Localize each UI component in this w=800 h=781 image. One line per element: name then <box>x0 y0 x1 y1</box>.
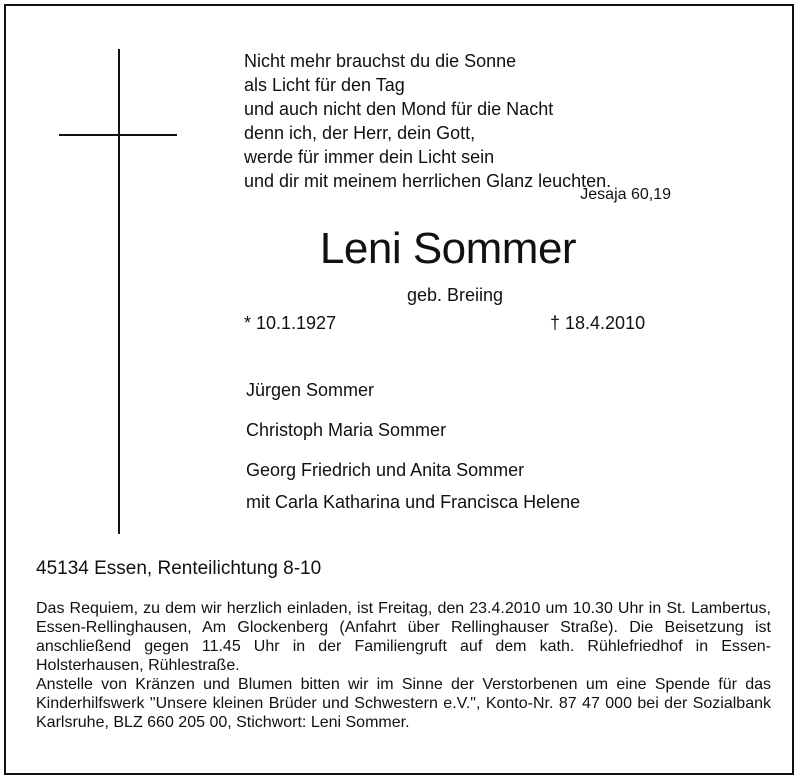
verse-source: Jesaja 60,19 <box>580 186 671 203</box>
birth-date: * 10.1.1927 <box>244 313 337 333</box>
verse-line: und dir mit meinem herrlichen Glanz leuchten. <box>244 171 612 191</box>
verse-line: als Licht für den Tag <box>244 75 405 95</box>
verse-line: und auch nicht den Mond für die Nacht <box>244 99 554 119</box>
verse-line: denn ich, der Herr, dein Gott, <box>244 123 476 143</box>
survivor-name: Christoph Maria Sommer <box>246 420 447 440</box>
family-address: 45134 Essen, Renteilichtung 8-10 <box>36 558 322 579</box>
survivor-name: Georg Friedrich und Anita Sommer <box>246 460 525 480</box>
survivor-name: mit Carla Katharina und Francisca Helene <box>246 492 581 512</box>
survivors-list <box>246 380 580 513</box>
bible-verse <box>244 49 611 193</box>
maiden-name: geb. Breiing <box>406 285 504 305</box>
verse-line: Nicht mehr brauchst du die Sonne <box>244 51 517 71</box>
survivor-name: Jürgen Sommer <box>246 380 375 400</box>
funeral-notice <box>36 599 771 732</box>
death-date: † 18.4.2010 <box>550 313 646 333</box>
verse-line: werde für immer dein Licht sein <box>244 147 495 167</box>
notice-paragraph: Anstelle von Kränzen und Blumen bitten wir im Sinne der Verstorbenen um eine Spende für das Kinderhilfswerk "Unsere kleinen Brüder und Schwestern e.V.", Konto-Nr. 87 47 000 bei der Sozialbank Karlsruhe, BLZ 660 205 00, Stichwort: Leni Sommer. <box>36 676 771 731</box>
notice-paragraph: Das Requiem, zu dem wir herzlich einladen, ist Freitag, den 23.4.2010 um 10.30 Uhr in St. Lambertus, Essen-Rellinghausen, Am Glockenberg (Anfahrt über Rellinghauser Straße). Die Beisetzung ist anschließend gegen 11.45 Uhr in der Familiengruft auf dem kath. Rühlefriedhof in Essen-Holsterhausen, Rühlestraße. <box>36 600 771 674</box>
cross-icon-horizontal <box>59 134 177 136</box>
deceased-name: Leni Sommer <box>319 224 577 273</box>
